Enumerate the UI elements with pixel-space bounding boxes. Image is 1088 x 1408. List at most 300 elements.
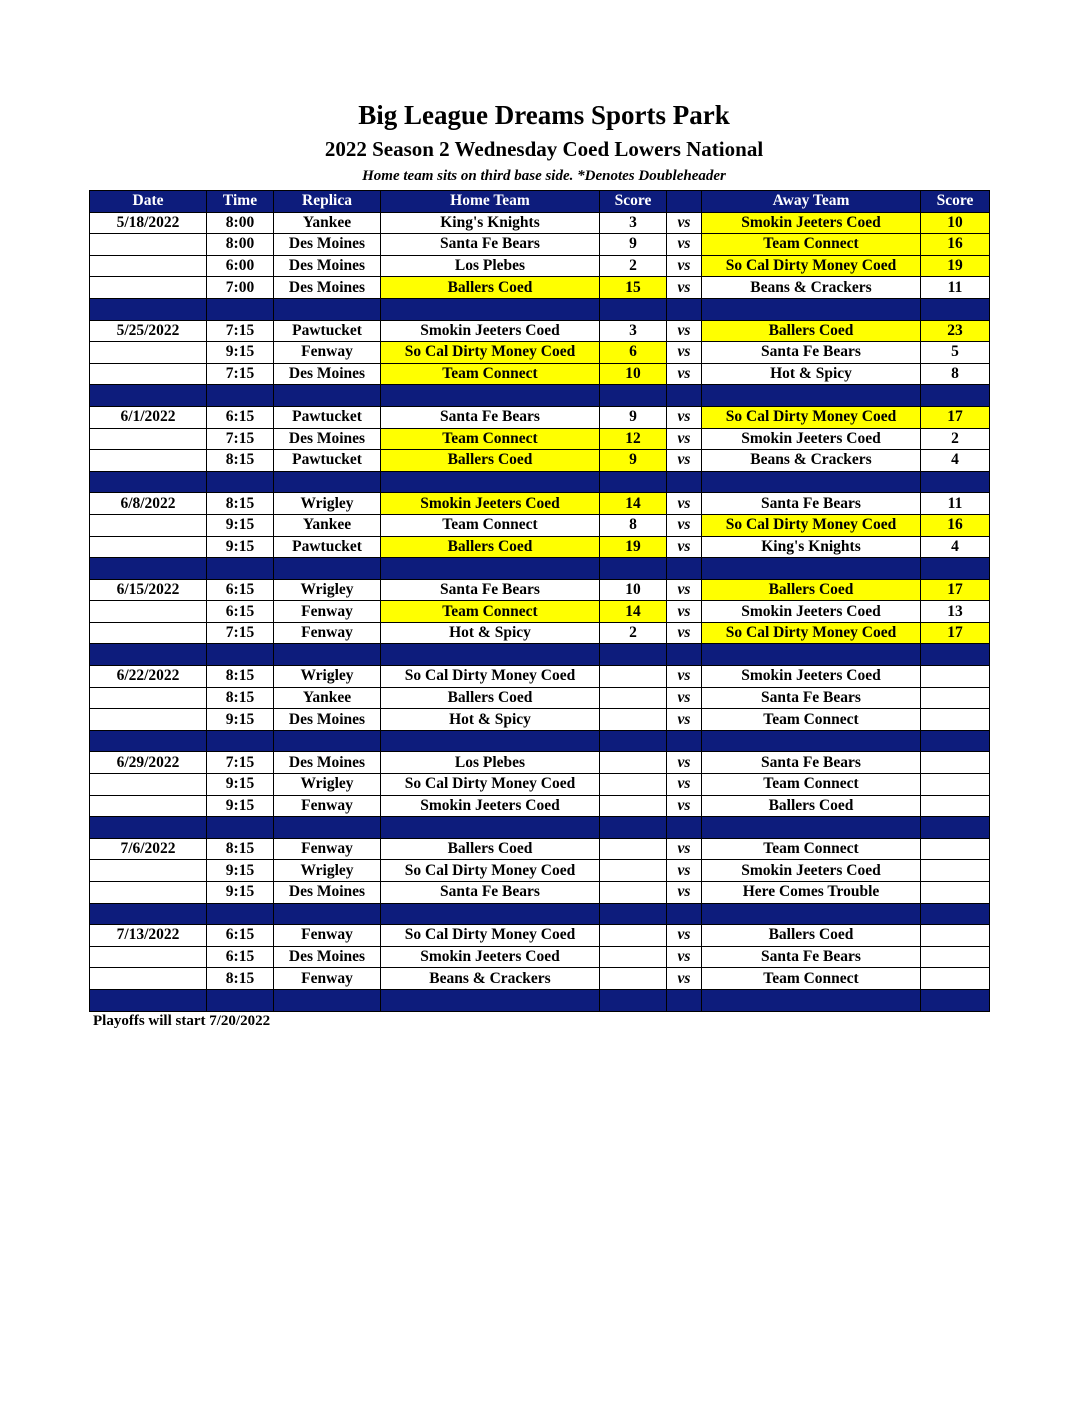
date-cell bbox=[90, 946, 207, 968]
table-row bbox=[90, 320, 990, 342]
week-separator-row bbox=[90, 385, 990, 407]
away-score-cell: 10 bbox=[921, 212, 990, 234]
table-row bbox=[90, 709, 990, 731]
vs-cell: vs bbox=[667, 666, 702, 688]
separator-cell bbox=[600, 558, 667, 580]
away-team-cell: Ballers Coed bbox=[702, 579, 921, 601]
home-team-cell: So Cal Dirty Money Coed bbox=[381, 342, 600, 364]
separator-cell bbox=[207, 385, 274, 407]
separator-cell bbox=[90, 989, 207, 1011]
time-cell: 7:15 bbox=[207, 622, 274, 644]
separator-cell bbox=[381, 298, 600, 320]
vs-cell: vs bbox=[667, 342, 702, 364]
home-team-cell: Santa Fe Bears bbox=[381, 882, 600, 904]
replica-cell: Des Moines bbox=[274, 255, 381, 277]
away-team-cell: Smokin Jeeters Coed bbox=[702, 212, 921, 234]
separator-cell bbox=[702, 558, 921, 580]
date-cell bbox=[90, 450, 207, 472]
schedule-note: Home team sits on third base side. *Denotes Doubleheader bbox=[362, 168, 726, 184]
separator-cell bbox=[207, 471, 274, 493]
home-score-cell: 10 bbox=[600, 579, 667, 601]
table-row bbox=[90, 882, 990, 904]
separator-cell bbox=[274, 558, 381, 580]
time-cell: 9:15 bbox=[207, 774, 274, 796]
separator-cell bbox=[600, 385, 667, 407]
separator-cell bbox=[600, 903, 667, 925]
replica-cell: Des Moines bbox=[274, 946, 381, 968]
date-cell: 7/6/2022 bbox=[90, 838, 207, 860]
separator-cell bbox=[702, 989, 921, 1011]
separator-cell bbox=[667, 298, 702, 320]
away-score-cell: 13 bbox=[921, 601, 990, 623]
col-header-date: Date bbox=[90, 191, 207, 213]
away-score-cell bbox=[921, 666, 990, 688]
time-cell: 6:15 bbox=[207, 579, 274, 601]
away-score-cell: 11 bbox=[921, 493, 990, 515]
away-score-cell: 23 bbox=[921, 320, 990, 342]
table-row bbox=[90, 255, 990, 277]
date-cell bbox=[90, 882, 207, 904]
time-cell: 8:00 bbox=[207, 212, 274, 234]
away-team-cell: Santa Fe Bears bbox=[702, 946, 921, 968]
time-cell: 8:15 bbox=[207, 666, 274, 688]
time-cell: 6:00 bbox=[207, 255, 274, 277]
replica-cell: Des Moines bbox=[274, 363, 381, 385]
home-score-cell: 14 bbox=[600, 493, 667, 515]
home-team-cell: King's Knights bbox=[381, 212, 600, 234]
time-cell: 9:15 bbox=[207, 882, 274, 904]
home-team-cell: Smokin Jeeters Coed bbox=[381, 493, 600, 515]
home-score-cell: 15 bbox=[600, 277, 667, 299]
table-row bbox=[90, 428, 990, 450]
date-cell bbox=[90, 255, 207, 277]
vs-cell: vs bbox=[667, 579, 702, 601]
away-team-cell: Smokin Jeeters Coed bbox=[702, 601, 921, 623]
away-team-cell: Smokin Jeeters Coed bbox=[702, 666, 921, 688]
vs-cell: vs bbox=[667, 450, 702, 472]
home-team-cell: Ballers Coed bbox=[381, 277, 600, 299]
home-team-cell: Santa Fe Bears bbox=[381, 406, 600, 428]
away-team-cell: Smokin Jeeters Coed bbox=[702, 860, 921, 882]
away-score-cell: 4 bbox=[921, 450, 990, 472]
date-cell: 7/13/2022 bbox=[90, 925, 207, 947]
away-score-cell: 8 bbox=[921, 363, 990, 385]
home-score-cell: 12 bbox=[600, 428, 667, 450]
separator-cell bbox=[667, 903, 702, 925]
home-score-cell bbox=[600, 946, 667, 968]
separator-cell bbox=[600, 989, 667, 1011]
separator-cell bbox=[702, 730, 921, 752]
date-cell: 6/15/2022 bbox=[90, 579, 207, 601]
table-row bbox=[90, 666, 990, 688]
away-score-cell bbox=[921, 925, 990, 947]
home-team-cell: So Cal Dirty Money Coed bbox=[381, 666, 600, 688]
date-cell bbox=[90, 687, 207, 709]
separator-cell bbox=[667, 471, 702, 493]
away-score-cell bbox=[921, 752, 990, 774]
home-score-cell: 9 bbox=[600, 234, 667, 256]
schedule-body bbox=[90, 212, 990, 1011]
vs-cell: vs bbox=[667, 406, 702, 428]
time-cell: 9:15 bbox=[207, 795, 274, 817]
away-score-cell: 17 bbox=[921, 622, 990, 644]
table-row bbox=[90, 838, 990, 860]
separator-cell bbox=[274, 471, 381, 493]
vs-cell: vs bbox=[667, 838, 702, 860]
home-score-cell: 3 bbox=[600, 320, 667, 342]
table-row bbox=[90, 946, 990, 968]
separator-cell bbox=[90, 730, 207, 752]
away-team-cell: King's Knights bbox=[702, 536, 921, 558]
separator-cell bbox=[702, 817, 921, 839]
vs-cell: vs bbox=[667, 363, 702, 385]
away-score-cell: 4 bbox=[921, 536, 990, 558]
separator-cell bbox=[600, 471, 667, 493]
col-header-home-score: Score bbox=[600, 191, 667, 213]
home-team-cell: Santa Fe Bears bbox=[381, 579, 600, 601]
separator-cell bbox=[274, 989, 381, 1011]
away-score-cell bbox=[921, 968, 990, 990]
separator-cell bbox=[702, 385, 921, 407]
away-score-cell bbox=[921, 774, 990, 796]
separator-cell bbox=[274, 730, 381, 752]
separator-cell bbox=[921, 817, 990, 839]
home-score-cell: 3 bbox=[600, 212, 667, 234]
vs-cell: vs bbox=[667, 428, 702, 450]
separator-cell bbox=[600, 817, 667, 839]
time-cell: 7:15 bbox=[207, 320, 274, 342]
home-team-cell: So Cal Dirty Money Coed bbox=[381, 774, 600, 796]
time-cell: 6:15 bbox=[207, 946, 274, 968]
date-cell bbox=[90, 342, 207, 364]
home-score-cell bbox=[600, 687, 667, 709]
replica-cell: Pawtucket bbox=[274, 536, 381, 558]
away-team-cell: Beans & Crackers bbox=[702, 277, 921, 299]
away-team-cell: Santa Fe Bears bbox=[702, 752, 921, 774]
time-cell: 6:15 bbox=[207, 601, 274, 623]
table-row bbox=[90, 493, 990, 515]
vs-cell: vs bbox=[667, 514, 702, 536]
separator-cell bbox=[207, 644, 274, 666]
time-cell: 8:15 bbox=[207, 450, 274, 472]
home-score-cell bbox=[600, 968, 667, 990]
separator-cell bbox=[90, 385, 207, 407]
home-team-cell: Team Connect bbox=[381, 514, 600, 536]
home-score-cell: 19 bbox=[600, 536, 667, 558]
replica-cell: Des Moines bbox=[274, 277, 381, 299]
replica-cell: Yankee bbox=[274, 212, 381, 234]
away-team-cell: Hot & Spicy bbox=[702, 363, 921, 385]
week-separator-row bbox=[90, 903, 990, 925]
home-score-cell bbox=[600, 882, 667, 904]
home-score-cell: 2 bbox=[600, 255, 667, 277]
replica-cell: Fenway bbox=[274, 622, 381, 644]
date-cell bbox=[90, 709, 207, 731]
table-row bbox=[90, 601, 990, 623]
date-cell bbox=[90, 860, 207, 882]
away-score-cell bbox=[921, 946, 990, 968]
replica-cell: Fenway bbox=[274, 342, 381, 364]
home-team-cell: So Cal Dirty Money Coed bbox=[381, 860, 600, 882]
date-cell: 6/1/2022 bbox=[90, 406, 207, 428]
separator-cell bbox=[600, 644, 667, 666]
vs-cell: vs bbox=[667, 882, 702, 904]
separator-cell bbox=[381, 817, 600, 839]
away-team-cell: Team Connect bbox=[702, 234, 921, 256]
vs-cell: vs bbox=[667, 601, 702, 623]
home-team-cell: Los Plebes bbox=[381, 752, 600, 774]
col-header-away-score: Score bbox=[921, 191, 990, 213]
home-score-cell: 9 bbox=[600, 406, 667, 428]
away-team-cell: Beans & Crackers bbox=[702, 450, 921, 472]
date-cell bbox=[90, 622, 207, 644]
away-score-cell: 19 bbox=[921, 255, 990, 277]
home-team-cell: Team Connect bbox=[381, 601, 600, 623]
time-cell: 9:15 bbox=[207, 514, 274, 536]
separator-cell bbox=[921, 903, 990, 925]
vs-cell: vs bbox=[667, 622, 702, 644]
time-cell: 8:15 bbox=[207, 968, 274, 990]
time-cell: 6:15 bbox=[207, 406, 274, 428]
vs-cell: vs bbox=[667, 536, 702, 558]
date-cell bbox=[90, 968, 207, 990]
vs-cell: vs bbox=[667, 255, 702, 277]
date-cell bbox=[90, 234, 207, 256]
replica-cell: Pawtucket bbox=[274, 320, 381, 342]
week-separator-row bbox=[90, 471, 990, 493]
week-separator-row bbox=[90, 817, 990, 839]
time-cell: 9:15 bbox=[207, 536, 274, 558]
separator-cell bbox=[274, 385, 381, 407]
replica-cell: Des Moines bbox=[274, 234, 381, 256]
separator-cell bbox=[274, 817, 381, 839]
home-score-cell: 6 bbox=[600, 342, 667, 364]
separator-cell bbox=[667, 644, 702, 666]
home-team-cell: Hot & Spicy bbox=[381, 709, 600, 731]
home-score-cell bbox=[600, 925, 667, 947]
home-team-cell: So Cal Dirty Money Coed bbox=[381, 925, 600, 947]
date-cell bbox=[90, 795, 207, 817]
home-score-cell bbox=[600, 666, 667, 688]
separator-cell bbox=[921, 730, 990, 752]
home-team-cell: Smokin Jeeters Coed bbox=[381, 795, 600, 817]
date-cell: 5/18/2022 bbox=[90, 212, 207, 234]
away-team-cell: Team Connect bbox=[702, 838, 921, 860]
table-row bbox=[90, 342, 990, 364]
separator-cell bbox=[207, 817, 274, 839]
home-team-cell: Team Connect bbox=[381, 363, 600, 385]
separator-cell bbox=[921, 385, 990, 407]
date-cell bbox=[90, 536, 207, 558]
away-score-cell: 5 bbox=[921, 342, 990, 364]
vs-cell: vs bbox=[667, 752, 702, 774]
away-team-cell: Ballers Coed bbox=[702, 320, 921, 342]
table-row bbox=[90, 622, 990, 644]
replica-cell: Fenway bbox=[274, 968, 381, 990]
separator-cell bbox=[381, 471, 600, 493]
replica-cell: Des Moines bbox=[274, 882, 381, 904]
table-row bbox=[90, 687, 990, 709]
home-team-cell: Ballers Coed bbox=[381, 687, 600, 709]
separator-cell bbox=[921, 989, 990, 1011]
away-score-cell: 16 bbox=[921, 514, 990, 536]
week-separator-row bbox=[90, 558, 990, 580]
separator-cell bbox=[207, 298, 274, 320]
time-cell: 8:15 bbox=[207, 493, 274, 515]
replica-cell: Wrigley bbox=[274, 774, 381, 796]
col-header-home-team: Home Team bbox=[381, 191, 600, 213]
table-row bbox=[90, 860, 990, 882]
away-team-cell: Smokin Jeeters Coed bbox=[702, 428, 921, 450]
away-team-cell: Here Comes Trouble bbox=[702, 882, 921, 904]
separator-cell bbox=[702, 644, 921, 666]
home-score-cell: 10 bbox=[600, 363, 667, 385]
replica-cell: Pawtucket bbox=[274, 450, 381, 472]
replica-cell: Des Moines bbox=[274, 752, 381, 774]
col-header-vs bbox=[667, 191, 702, 213]
away-team-cell: Team Connect bbox=[702, 709, 921, 731]
separator-cell bbox=[667, 558, 702, 580]
time-cell: 7:00 bbox=[207, 277, 274, 299]
vs-cell: vs bbox=[667, 860, 702, 882]
separator-cell bbox=[90, 471, 207, 493]
separator-cell bbox=[381, 385, 600, 407]
replica-cell: Yankee bbox=[274, 514, 381, 536]
away-score-cell bbox=[921, 709, 990, 731]
away-score-cell bbox=[921, 838, 990, 860]
vs-cell: vs bbox=[667, 925, 702, 947]
vs-cell: vs bbox=[667, 795, 702, 817]
separator-cell bbox=[274, 903, 381, 925]
away-team-cell: Team Connect bbox=[702, 774, 921, 796]
table-row bbox=[90, 406, 990, 428]
date-cell bbox=[90, 428, 207, 450]
away-team-cell: Santa Fe Bears bbox=[702, 493, 921, 515]
replica-cell: Pawtucket bbox=[274, 406, 381, 428]
table-header-row bbox=[90, 191, 990, 213]
home-team-cell: Smokin Jeeters Coed bbox=[381, 946, 600, 968]
date-cell bbox=[90, 774, 207, 796]
separator-cell bbox=[667, 385, 702, 407]
table-row bbox=[90, 752, 990, 774]
separator-cell bbox=[90, 558, 207, 580]
away-score-cell: 11 bbox=[921, 277, 990, 299]
separator-cell bbox=[921, 471, 990, 493]
vs-cell: vs bbox=[667, 968, 702, 990]
separator-cell bbox=[207, 989, 274, 1011]
home-team-cell: Los Plebes bbox=[381, 255, 600, 277]
time-cell: 7:15 bbox=[207, 428, 274, 450]
vs-cell: vs bbox=[667, 320, 702, 342]
away-score-cell: 17 bbox=[921, 406, 990, 428]
away-team-cell: So Cal Dirty Money Coed bbox=[702, 514, 921, 536]
separator-cell bbox=[381, 903, 600, 925]
date-cell bbox=[90, 277, 207, 299]
replica-cell: Wrigley bbox=[274, 666, 381, 688]
page-subtitle: 2022 Season 2 Wednesday Coed Lowers National bbox=[324, 137, 764, 161]
separator-cell bbox=[274, 644, 381, 666]
vs-cell: vs bbox=[667, 234, 702, 256]
away-score-cell: 16 bbox=[921, 234, 990, 256]
week-separator-row bbox=[90, 989, 990, 1011]
separator-cell bbox=[90, 817, 207, 839]
time-cell: 9:15 bbox=[207, 709, 274, 731]
replica-cell: Wrigley bbox=[274, 860, 381, 882]
away-team-cell: Santa Fe Bears bbox=[702, 687, 921, 709]
home-score-cell: 9 bbox=[600, 450, 667, 472]
home-score-cell bbox=[600, 774, 667, 796]
separator-cell bbox=[667, 730, 702, 752]
replica-cell: Fenway bbox=[274, 925, 381, 947]
table-row bbox=[90, 925, 990, 947]
date-cell bbox=[90, 514, 207, 536]
playoffs-note: Playoffs will start 7/20/2022 bbox=[93, 1013, 271, 1029]
vs-cell: vs bbox=[667, 277, 702, 299]
separator-cell bbox=[90, 298, 207, 320]
week-separator-row bbox=[90, 298, 990, 320]
away-score-cell bbox=[921, 882, 990, 904]
time-cell: 7:15 bbox=[207, 752, 274, 774]
time-cell: 9:15 bbox=[207, 342, 274, 364]
separator-cell bbox=[207, 730, 274, 752]
time-cell: 8:15 bbox=[207, 838, 274, 860]
table-row bbox=[90, 579, 990, 601]
replica-cell: Wrigley bbox=[274, 579, 381, 601]
table-row bbox=[90, 795, 990, 817]
away-score-cell: 17 bbox=[921, 579, 990, 601]
page-title: Big League Dreams Sports Park bbox=[358, 100, 730, 130]
away-team-cell: So Cal Dirty Money Coed bbox=[702, 255, 921, 277]
date-cell bbox=[90, 363, 207, 385]
separator-cell bbox=[207, 903, 274, 925]
home-score-cell bbox=[600, 838, 667, 860]
time-cell: 9:15 bbox=[207, 860, 274, 882]
away-score-cell bbox=[921, 687, 990, 709]
time-cell: 8:00 bbox=[207, 234, 274, 256]
separator-cell bbox=[600, 298, 667, 320]
home-team-cell: Beans & Crackers bbox=[381, 968, 600, 990]
separator-cell bbox=[381, 558, 600, 580]
table-row bbox=[90, 774, 990, 796]
away-score-cell bbox=[921, 860, 990, 882]
away-score-cell bbox=[921, 795, 990, 817]
separator-cell bbox=[90, 903, 207, 925]
away-team-cell: So Cal Dirty Money Coed bbox=[702, 622, 921, 644]
home-team-cell: Team Connect bbox=[381, 428, 600, 450]
separator-cell bbox=[381, 989, 600, 1011]
table-row bbox=[90, 968, 990, 990]
table-row bbox=[90, 514, 990, 536]
col-header-away-team: Away Team bbox=[702, 191, 921, 213]
week-separator-row bbox=[90, 730, 990, 752]
separator-cell bbox=[274, 298, 381, 320]
vs-cell: vs bbox=[667, 709, 702, 731]
home-score-cell bbox=[600, 752, 667, 774]
separator-cell bbox=[600, 730, 667, 752]
home-score-cell: 8 bbox=[600, 514, 667, 536]
table-row bbox=[90, 212, 990, 234]
separator-cell bbox=[667, 817, 702, 839]
home-score-cell bbox=[600, 860, 667, 882]
separator-cell bbox=[207, 558, 274, 580]
separator-cell bbox=[702, 298, 921, 320]
time-cell: 6:15 bbox=[207, 925, 274, 947]
separator-cell bbox=[667, 989, 702, 1011]
home-score-cell: 2 bbox=[600, 622, 667, 644]
table-row bbox=[90, 234, 990, 256]
time-cell: 8:15 bbox=[207, 687, 274, 709]
date-cell bbox=[90, 601, 207, 623]
